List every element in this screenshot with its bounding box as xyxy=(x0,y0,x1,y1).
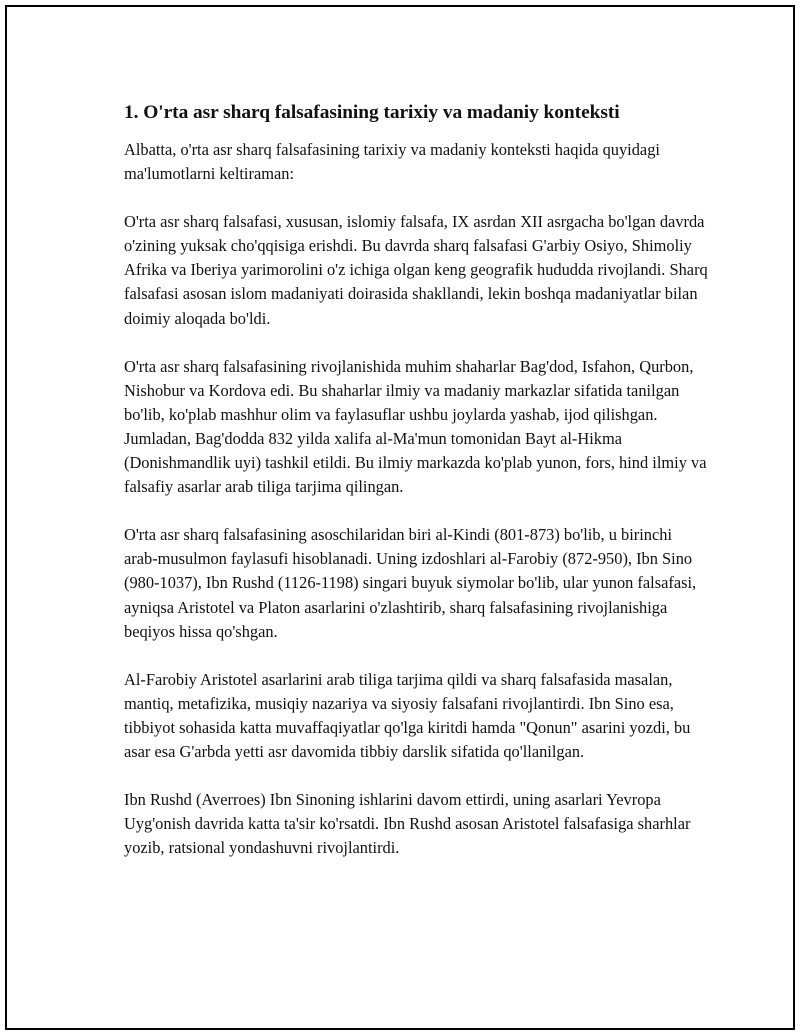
paragraph-intro: Albatta, o'rta asr sharq falsafasining tarixiy va madaniy konteksti haqida quyidagi ma'lumotlarni keltiraman: xyxy=(124,140,660,184)
document-title: 1. O'rta asr sharq falsafasining tarixiy va madaniy konteksti xyxy=(124,102,620,123)
document-content xyxy=(124,99,709,884)
paragraph-historical-period: O'rta asr sharq falsafasi, xususan, islomiy falsafa, IX asrdan XII asrgacha bo'lgan davrda o'zining yuksak cho'qqisiga erishdi. Bu davrda sharq falsafasi G'arbiy Osiyo, Shimoliy Afrika va Iberiya yarimorolini o'z ichiga olgan keng geografik hududda rivojlandi. Sharq falsafasi asosan islom madaniyati doirasida shakllandi, lekin boshqa madaniyatlar bilan doimiy aloqada bo'ldi. xyxy=(124,212,708,328)
paragraph-cities: O'rta asr sharq falsafasining rivojlanishida muhim shaharlar Bag'dod, Isfahon, Qurbon, Nishobur va Kordova edi. Bu shaharlar ilmiy va madaniy markazlar sifatida tanilgan bo'lib, ko'plab mashhur olim va faylasuflar ushbu joylarda yashab, ijod qilishgan. Jumladan, Bag'dodda 832 yilda xalifa al-Ma'mun tomonidan Bayt al-Hikma (Donishmandlik uyi) tashkil etildi. Bu ilmiy markazda ko'plab yunon, fors, hind ilmiy va falsafiy asarlar arab tiliga tarjima qilingan. xyxy=(124,356,707,497)
paragraph-ibn-rushd: Ibn Rushd (Averroes) Ibn Sinoning ishlarini davom ettirdi, uning asarlari Yevropa Uyg'onish davrida katta ta'sir ko'rsatdi. Ibn Rushd asosan Aristotel falsafasiga sharhlar yozib, ratsional yondashuvni rivojlantirdi. xyxy=(124,790,691,858)
page-frame xyxy=(5,5,795,1030)
paragraph-founders: O'rta asr sharq falsafasining asoschilaridan biri al-Kindi (801-873) bo'lib, u birinchi arab-musulmon faylasufi hisoblanadi. Uning izdoshlari al-Farobiy (872-950), Ibn Sino (980-1037), Ibn Rushd (1126-1198) singari buyuk siymolar bo'lib, ular yunon falsafasi, ayniqsa Aristotel va Platon asarlarini o'zlashtirib, sharq falsafasining rivojlanishiga beqiyos hissa qo'shgan. xyxy=(124,525,697,641)
paragraph-farobiy-ibn-sino: Al-Farobiy Aristotel asarlarini arab tiliga tarjima qildi va sharq falsafasida masalan, mantiq, metafizika, musiqiy nazariya va siyosiy falsafani rivojlantirdi. Ibn Sino esa, tibbiyot sohasida katta muvaffaqiyatlar qo'lga kiritdi hamda "Qonun" asarini yozdi, bu asar esa G'arbda yetti asr davomida tibbiy darslik sifatida qo'llanilgan. xyxy=(124,669,691,761)
